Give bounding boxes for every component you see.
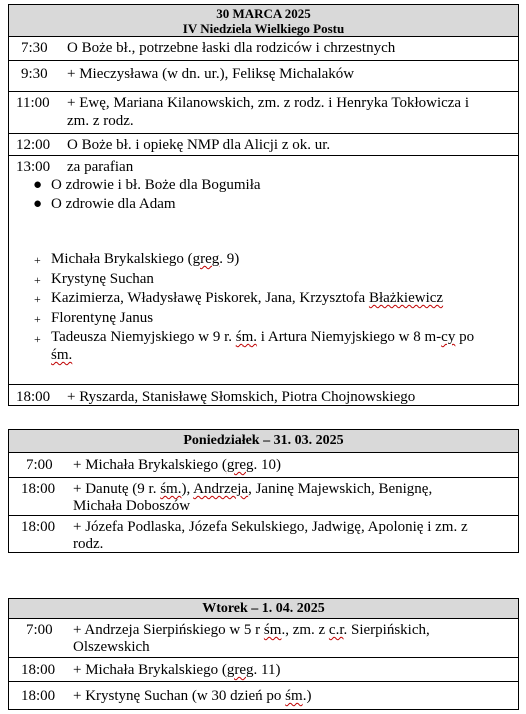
sunday-header — [9, 5, 518, 37]
list-item: Krystynę Suchan — [51, 271, 154, 287]
mass-time: 18:00 — [16, 389, 51, 405]
mass-row — [9, 619, 518, 657]
mass-intention: + Ryszarda, Stanisławę Słomskich, Piotra Chojnowskiego — [67, 389, 416, 405]
list-item: Michała Brykalskiego (greg. 9) — [51, 251, 240, 267]
mass-intention: + Michała Brykalskiego (greg. 11) — [73, 662, 281, 678]
bullet-cross-icon: + — [34, 332, 41, 346]
mass-time: 13:00 — [16, 159, 51, 175]
monday-schedule — [8, 429, 519, 553]
bullet-cross-icon: + — [34, 253, 41, 267]
mass-row — [9, 60, 518, 85]
mass-intention-cont: Olszewskich — [73, 639, 150, 655]
mass-time: 7:30 — [21, 40, 48, 56]
list-item: Kazimierza, Władysławę Piskorek, Jana, Krzysztofa Błażkiewicz — [51, 290, 444, 306]
bullet-cross-icon: + — [34, 273, 41, 287]
mass-intention: + Mieczysława (w dn. ur.), Feliksę Michalaków — [67, 66, 355, 82]
mass-row — [9, 515, 518, 552]
bullet-cross-icon: + — [34, 292, 41, 306]
mass-intention: + Krystynę Suchan (w 30 dzień po śm.) — [73, 688, 312, 704]
mass-time: 7:00 — [26, 457, 53, 473]
mass-row — [9, 91, 518, 133]
mass-intention: + Danutę (9 r. śm.), Andrzeja, Janinę Majewskich, Benignę, — [73, 481, 433, 497]
mass-intention-cont: zm. z rodz. — [67, 113, 134, 129]
mass-intention: O Boże bł. i opiekę NMP dla Alicji z ok. ur. — [67, 137, 331, 153]
mass-row — [9, 477, 518, 515]
mass-row — [9, 453, 518, 477]
list-item: O zdrowie dla Adam — [51, 196, 176, 212]
sunday-schedule — [8, 4, 519, 406]
tuesday-header: Wtorek – 1. 04. 2025 — [9, 599, 518, 619]
mass-intention-cont: rodz. — [73, 536, 104, 552]
tuesday-schedule — [8, 598, 519, 710]
list-item: Tadeusza Niemyjskiego w 9 r. śm. i Artura Niemyjskiego w 8 m-cy po — [51, 329, 475, 345]
mass-time: 18:00 — [21, 519, 56, 535]
bullet-cross-icon: + — [34, 312, 41, 326]
mass-time: 9:30 — [21, 66, 48, 82]
sunday-title: IV Niedziela Wielkiego Postu — [182, 21, 345, 36]
mass-time: 18:00 — [21, 688, 56, 704]
mass-row — [9, 681, 518, 709]
mass-intention: + Michała Brykalskiego (greg. 10) — [73, 457, 281, 473]
bullet-dot-icon: ● — [33, 177, 43, 193]
mass-row — [9, 133, 518, 155]
mass-intention: za parafian — [67, 159, 134, 175]
mass-time: 11:00 — [16, 95, 50, 111]
mass-intention-cont: Michała Doboszów — [73, 498, 191, 514]
mass-time: 18:00 — [21, 662, 56, 678]
bullet-dot-icon: ● — [33, 196, 43, 212]
list-item: O zdrowie i bł. Boże dla Bogumiła — [51, 177, 261, 193]
list-item-cont: śm. — [51, 347, 73, 363]
mass-row — [9, 657, 518, 681]
mass-time: 7:00 — [26, 622, 53, 638]
sunday-date: 30 MARCA 2025 — [216, 6, 311, 21]
mass-row — [9, 37, 518, 60]
mass-intention: + Andrzeja Sierpińskiego w 5 r śm., zm. z c.r. Sierpińskich, — [73, 622, 430, 638]
mass-row-13 — [9, 155, 518, 384]
list-item: Florentynę Janus — [51, 310, 154, 326]
mass-intention: O Boże bł., potrzebne łaski dla rodziców i chrzestnych — [67, 40, 396, 56]
mass-intention: + Józefa Podlaska, Józefa Sekulskiego, Jadwigę, Apolonię i zm. z — [73, 519, 468, 535]
monday-header: Poniedziałek – 31. 03. 2025 — [9, 430, 518, 453]
mass-time: 18:00 — [21, 481, 56, 497]
mass-row — [9, 384, 518, 408]
mass-intention: + Ewę, Mariana Kilanowskich, zm. z rodz. i Henryka Tokłowicza i — [67, 95, 470, 111]
mass-time: 12:00 — [16, 137, 51, 153]
